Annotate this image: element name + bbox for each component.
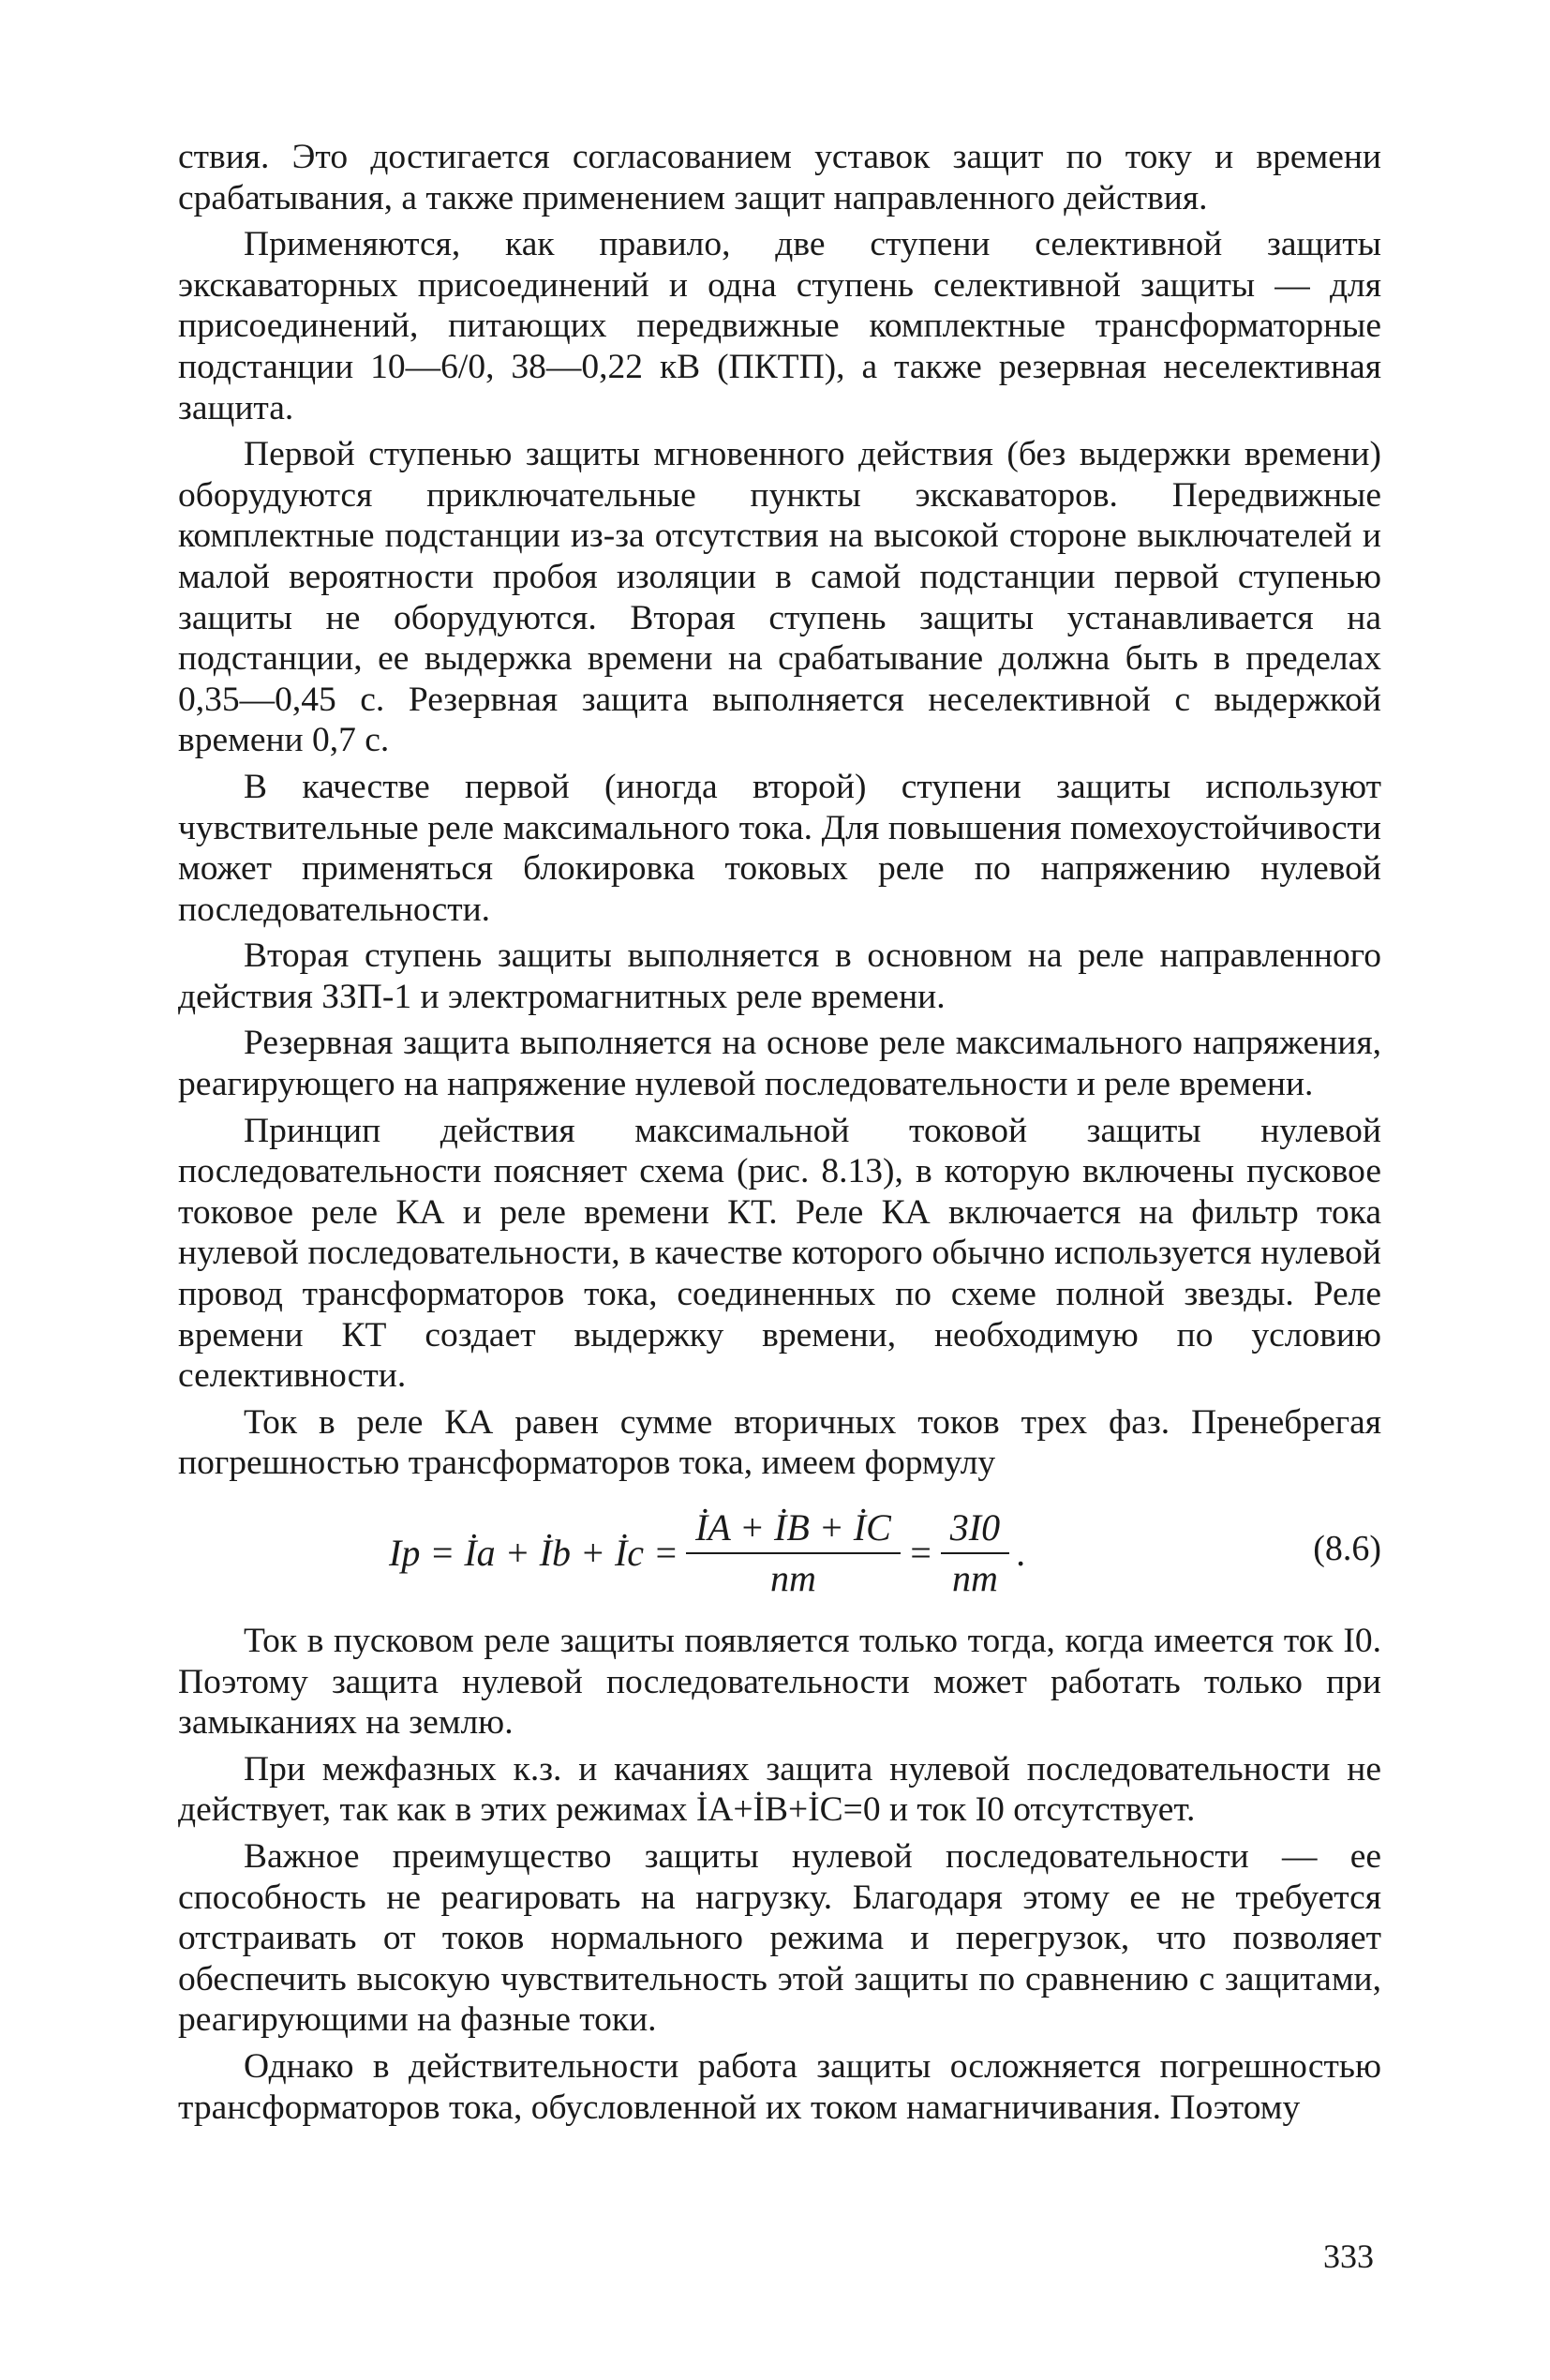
page-number: 333 xyxy=(1323,2238,1374,2275)
paragraph: Принцип действия максимальной токовой защиты нулевой последовательности поясняет схема (рис. 8.13), в которую включены пусковое токовое реле КА и реле времени КТ. Реле КА включается на фильтр тока нулевой последовательности, в качестве которого обычно используется нулевой провод трансформаторов тока, соединенных по схеме полной звезды. Реле времени КТ создает выдержку времени, необходимую по условию селективности. xyxy=(178,1111,1381,1396)
paragraph: При межфазных к.з. и качаниях защита нулевой последовательности не действует, так как в этих режимах İA+İB+İC=0 и ток I0 отсутствует. xyxy=(178,1749,1381,1830)
fraction-denominator: nт xyxy=(952,1557,998,1599)
formula-8-6 xyxy=(178,1501,1381,1606)
paragraph: Ток в реле КА равен сумме вторичных токов трех фаз. Пренебрегая погрешностью трансформаторов тока, имеем формулу xyxy=(178,1402,1381,1483)
formula-tail: . xyxy=(1017,1532,1027,1575)
formula-fraction-sum xyxy=(686,1507,901,1599)
text-column xyxy=(178,137,1381,2133)
formula-fraction-zero-seq xyxy=(941,1507,1009,1599)
paragraph: Применяются, как правило, две ступени селективной защиты экскаваторных присоединений и одна ступень селективной защиты — для присоединений, питающих передвижные комплектные трансформаторные подстанции 10—6/0, 38—0,22 кВ (ПКТП), а также резервная неселективная защита. xyxy=(178,225,1381,427)
paragraph: Ток в пусковом реле защиты появляется только тогда, когда имеется ток I0. Поэтому защита нулевой последовательности может работать только при замыканиях на землю. xyxy=(178,1622,1381,1743)
paragraph: Первой ступенью защиты мгновенного действия (без выдержки времени) оборудуются приключательные пункты экскаваторов. Передвижные комплектные подстанции из-за отсутствия на высокой стороне выключателей и малой вероятности пробоя изоляции в самой подстанции первой ступенью защиты не оборудуются. Вторая ступень защиты устанавливается на подстанции, ее выдержка времени на срабатывание должна быть в пределах 0,35—0,45 с. Резервная защита выполняется неселективной с выдержкой времени 0,7 с. xyxy=(178,435,1381,760)
formula-lhs: Iр = İa + İb + İc = xyxy=(389,1532,679,1575)
fraction-numerator: İA + İB + İC xyxy=(686,1507,901,1554)
paragraph: ствия. Это достигается согласованием уставок защит по току и времени срабатывания, а также применением защит направленного действия. xyxy=(178,138,1381,217)
formula-expression xyxy=(389,1501,1026,1606)
equation-number: (8.6) xyxy=(1313,1529,1381,1568)
formula-equals: = xyxy=(907,1532,933,1575)
fraction-denominator: nт xyxy=(769,1557,816,1599)
paragraph: Вторая ступень защиты выполняется в основном на реле направленного действия ЗЗП-1 и электромагнитных реле времени. xyxy=(178,936,1381,1016)
paragraph: Резервная защита выполняется на основе реле максимального напряжения, реагирующего на напряжение нулевой последовательности и реле времени. xyxy=(178,1024,1381,1104)
paragraph: В качестве первой (иногда второй) ступени защиты используют чувствительные реле максимального тока. Для повышения помехоустойчивости может применяться блокировка токовых реле по напряжению нулевой последовательности. xyxy=(178,767,1381,929)
paragraph: Однако в действительности работа защиты осложняется погрешностью трансформаторов тока, обусловленной их током намагничивания. Поэтому xyxy=(178,2046,1381,2127)
paragraph: Важное преимущество защиты нулевой последовательности — ее способность не реагировать на нагрузку. Благодаря этому ее не требуется отстраивать от токов нормального режима и перегрузок, что позволяет обеспечить высокую чувствительность этой защиты по сравнению с защитами, реагирующими на фазные токи. xyxy=(178,1836,1381,2040)
fraction-numerator: 3I0 xyxy=(941,1507,1009,1554)
